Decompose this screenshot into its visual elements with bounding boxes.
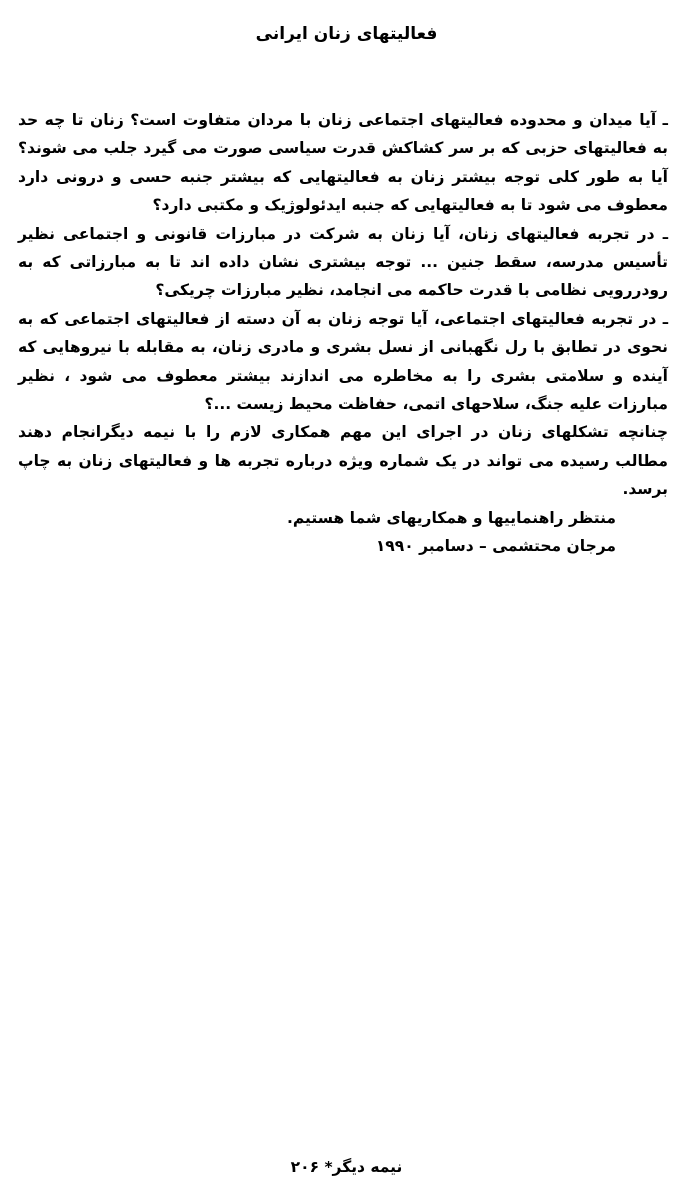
paragraph-question-2: ـ در تجربه فعالیتهای زنان، آیا زنان به شرکت در مبارزات قانونی و اجتماعی نظیر تأسیس مدرسه، سقط جنین ... توجه بیشتری نشان داده اند تا به مبارزاتی که به رودررویی نظامی با قدرت حاکمه می انجامد، نظیر مبارزات چریکی؟ [18,224,668,300]
article-body [18,106,668,561]
signature-line: مرجان محتشمی – دسامبر ۱۹۹۰ [375,537,616,556]
closing-line: منتظر راهنماییها و همکاریهای شما هستیم. [287,508,616,527]
paragraph-call-to-action: چنانچه تشکلهای زنان در اجرای این مهم همکاری لازم را با نیمه دیگرانجام دهند مطالب رسیده می تواند در یک شماره ویژه درباره تجربه ها و فعالیتهای زنان به چاپ برسد. [18,423,668,499]
page-footer: نیمه دیگر* ۲۰۶ [290,1158,403,1176]
paragraph-question-1: ـ آیا میدان و محدوده فعالیتهای اجتماعی زنان با مردان متفاوت است؟ زنان تا چه حد به فعالیتهای حزبی که بر سر کشاکش قدرت سیاسی صورت می گیرد جلب می شوند؟ آیا به طور کلی توجه بیشتر زنان به فعالیتهایی که بیشتر جنبه حسی و درونی دارد معطوف می شود تا به فعالیتهایی که جنبه ایدئولوژیک و مکتبی دارد؟ [18,111,668,215]
page-title: فعالیتهای زنان ایرانی [255,24,438,44]
paragraph-question-3: ـ در تجربه فعالیتهای اجتماعی، آیا توجه زنان به آن دسته از فعالیتهای اجتماعی که به نحوی در تطابق با رل نگهبانی از نسل بشری و مادری زنان، به مقابله با نیروهایی که آینده و سلامتی بشری را به مخاطره می اندازند بیشتر معطوف می شود ، نظیر مبارزات علیه جنگ، سلاحهای اتمی، حفاظت محیط زیست ...؟ [18,309,668,414]
